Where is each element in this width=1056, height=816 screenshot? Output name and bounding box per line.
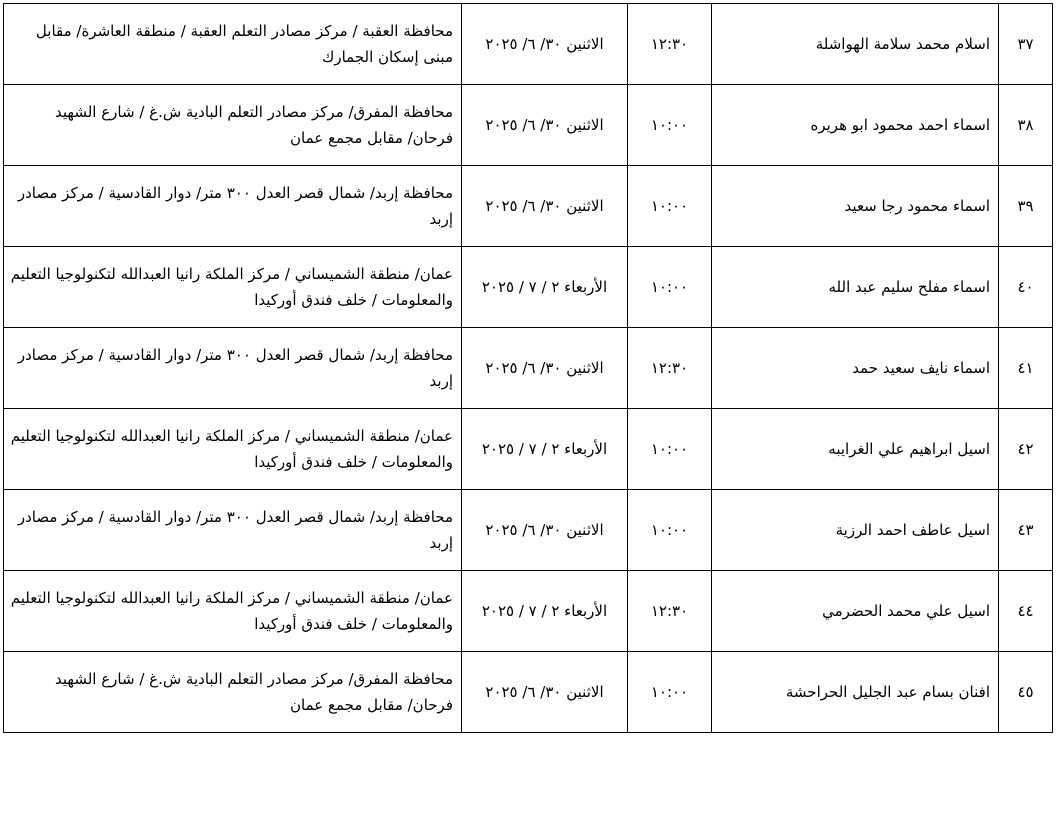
row-number: ٣٨ xyxy=(999,85,1053,166)
exam-date: الاثنين ٣٠/ ٦/ ٢٠٢٥ xyxy=(462,4,628,85)
exam-location: عمان/ منطقة الشميساني / مركز الملكة رانيا العبدالله لتكنولوجيا التعليم والمعلومات / خلف فندق أوركيدا xyxy=(4,409,462,490)
exam-time: ١٠:٠٠ xyxy=(628,247,712,328)
row-number: ٤٢ xyxy=(999,409,1053,490)
row-number: ٤١ xyxy=(999,328,1053,409)
table-row xyxy=(4,85,1053,166)
exam-location: محافظة إربد/ شمال قصر العدل ٣٠٠ متر/ دوار القادسية / مركز مصادر إربد xyxy=(4,490,462,571)
exam-location: محافظة إربد/ شمال قصر العدل ٣٠٠ متر/ دوار القادسية / مركز مصادر إربد xyxy=(4,328,462,409)
table-row xyxy=(4,247,1053,328)
exam-location: عمان/ منطقة الشميساني / مركز الملكة رانيا العبدالله لتكنولوجيا التعليم والمعلومات / خلف فندق أوركيدا xyxy=(4,571,462,652)
table-row xyxy=(4,409,1053,490)
applicant-name: افنان بسام عبد الجليل الحراحشة xyxy=(712,652,999,733)
applicant-name: اسيل ابراهيم علي الغرايبه xyxy=(712,409,999,490)
applicant-name: اسيل عاطف احمد الرزية xyxy=(712,490,999,571)
row-number: ٤٤ xyxy=(999,571,1053,652)
applicant-name: اسماء مفلح سليم عبد الله xyxy=(712,247,999,328)
exam-location: محافظة العقبة / مركز مصادر التعلم العقبة / منطقة العاشرة/ مقابل مبنى إسكان الجمارك xyxy=(4,4,462,85)
exam-date: الأربعاء ٢ / ٧ / ٢٠٢٥ xyxy=(462,571,628,652)
applicant-name: اسماء نايف سعيد حمد xyxy=(712,328,999,409)
row-number: ٤٥ xyxy=(999,652,1053,733)
exam-location: محافظة المفرق/ مركز مصادر التعلم البادية ش.غ / شارع الشهيد فرحان/ مقابل مجمع عمان xyxy=(4,652,462,733)
table-row xyxy=(4,490,1053,571)
table-row xyxy=(4,652,1053,733)
applicant-name: اسماء محمود رجا سعيد xyxy=(712,166,999,247)
schedule-body xyxy=(4,4,1053,733)
exam-time: ١٠:٠٠ xyxy=(628,85,712,166)
exam-time: ١٢:٣٠ xyxy=(628,328,712,409)
applicant-name: اسلام محمد سلامة الهواشلة xyxy=(712,4,999,85)
row-number: ٣٧ xyxy=(999,4,1053,85)
exam-date: الأربعاء ٢ / ٧ / ٢٠٢٥ xyxy=(462,409,628,490)
row-number: ٤٠ xyxy=(999,247,1053,328)
exam-date: الاثنين ٣٠/ ٦/ ٢٠٢٥ xyxy=(462,85,628,166)
exam-location: محافظة إربد/ شمال قصر العدل ٣٠٠ متر/ دوار القادسية / مركز مصادر إربد xyxy=(4,166,462,247)
row-number: ٣٩ xyxy=(999,166,1053,247)
row-number: ٤٣ xyxy=(999,490,1053,571)
exam-time: ١٠:٠٠ xyxy=(628,166,712,247)
exam-date: الاثنين ٣٠/ ٦/ ٢٠٢٥ xyxy=(462,328,628,409)
exam-date: الأربعاء ٢ / ٧ / ٢٠٢٥ xyxy=(462,247,628,328)
exam-date: الاثنين ٣٠/ ٦/ ٢٠٢٥ xyxy=(462,166,628,247)
applicant-name: اسماء احمد محمود ابو هريره xyxy=(712,85,999,166)
applicant-name: اسيل علي محمد الحضرمي xyxy=(712,571,999,652)
table-row xyxy=(4,4,1053,85)
exam-date: الاثنين ٣٠/ ٦/ ٢٠٢٥ xyxy=(462,652,628,733)
exam-location: محافظة المفرق/ مركز مصادر التعلم البادية ش.غ / شارع الشهيد فرحان/ مقابل مجمع عمان xyxy=(4,85,462,166)
exam-time: ١٢:٣٠ xyxy=(628,571,712,652)
exam-time: ١٢:٣٠ xyxy=(628,4,712,85)
exam-location: عمان/ منطقة الشميساني / مركز الملكة رانيا العبدالله لتكنولوجيا التعليم والمعلومات / خلف فندق أوركيدا xyxy=(4,247,462,328)
table-row xyxy=(4,166,1053,247)
exam-time: ١٠:٠٠ xyxy=(628,652,712,733)
exam-date: الاثنين ٣٠/ ٦/ ٢٠٢٥ xyxy=(462,490,628,571)
table-row xyxy=(4,328,1053,409)
table-row xyxy=(4,571,1053,652)
exam-time: ١٠:٠٠ xyxy=(628,490,712,571)
exam-time: ١٠:٠٠ xyxy=(628,409,712,490)
schedule-table xyxy=(3,3,1053,733)
